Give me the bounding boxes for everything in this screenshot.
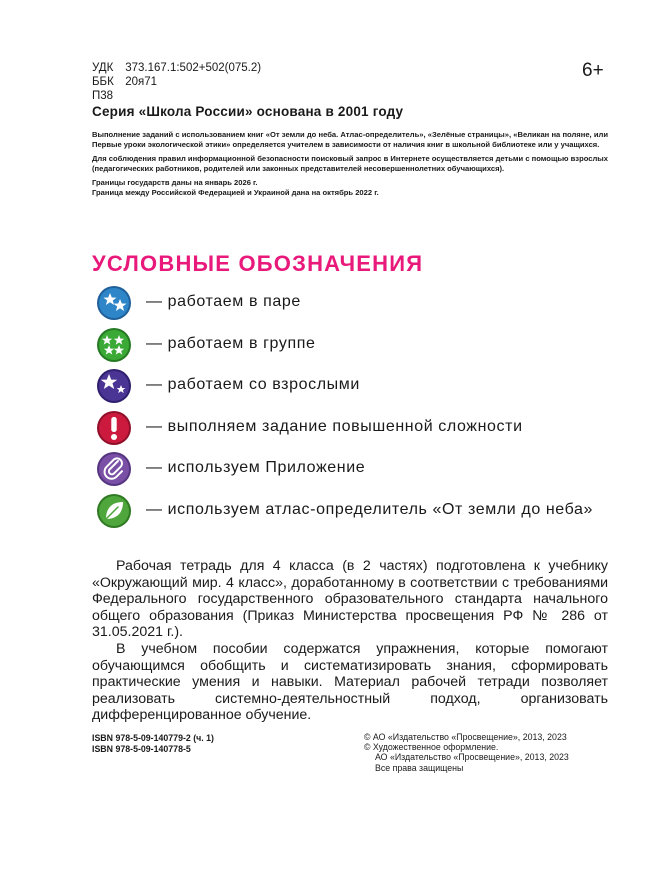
copyright-block xyxy=(364,732,569,773)
series-heading: Серия «Школа России» основана в 2001 году xyxy=(92,104,404,119)
isbn-block xyxy=(92,733,214,754)
copyright-line-1: © АО «Издательство «Просвещение», 2013, 2023 xyxy=(364,732,567,742)
isbn-part-1: ISBN 978-5-09-140779-2 (ч. 1) xyxy=(92,733,214,743)
paperclip-icon xyxy=(96,451,132,487)
age-rating: 6+ xyxy=(582,60,604,81)
legend-item-pair xyxy=(96,285,626,327)
legend-item-hard xyxy=(96,410,626,452)
udk-key: УДК xyxy=(92,62,114,74)
rights-reserved: Все права защищены xyxy=(375,762,464,773)
bbk-value: 20я71 xyxy=(125,76,158,88)
bbk-key: ББК xyxy=(92,76,114,88)
legend-item-adults xyxy=(96,368,626,410)
legend-text-atlas: — используем атлас-определитель «От земли до неба» xyxy=(146,500,594,518)
note-books: Выполнение заданий с использованием книг «От земли до неба. Атлас-определитель», «Зелёные страницы», «Великан на поляне, или Первые уроки экологической этики» определяется учителем в зависимости от наличия книг в школьной библиотеке или у учащихся. xyxy=(92,130,608,150)
author-code-line xyxy=(92,89,261,103)
note-internet-safety: Для соблюдения правил информационной безопасности поисковый запрос в Интернете осуществляется детьми с помощью взрослых (педагогических работников, родителей или законных представителей несовершеннолетних обучающихся). xyxy=(92,153,608,174)
leaf-icon xyxy=(96,493,132,529)
legend-text-adults: — работаем со взрослыми xyxy=(146,376,360,393)
legend-text-appendix: — используем Приложение xyxy=(146,459,366,476)
exclamation-icon xyxy=(96,410,132,446)
publisher-notes xyxy=(92,130,608,198)
legend-list xyxy=(96,285,626,534)
author-code: П38 xyxy=(92,90,114,102)
legend-item-atlas xyxy=(96,493,626,535)
bbk-line xyxy=(92,75,261,89)
legend-text-group: — работаем в группе xyxy=(146,334,316,352)
catalog-codes xyxy=(92,61,261,103)
adults-stars-icon xyxy=(96,368,132,404)
isbn-set: ISBN 978-5-09-140778-5 xyxy=(92,743,191,754)
description-paragraph-2: В учебном пособии содержатся упражнения, которые помогают обучающимся обобщить и систематизировать знания, сформировать практические умения и навыки. Материал рабочей тетради позволяет реализовать системно-деятельностный подход, организовать дифференцированное обучение. xyxy=(92,640,608,724)
udk-value: 373.167.1:502+502(075.2) xyxy=(125,62,262,74)
pair-stars-icon xyxy=(96,285,132,321)
udk-line xyxy=(92,61,261,75)
legend-title: УСЛОВНЫЕ ОБОЗНАЧЕНИЯ xyxy=(92,251,424,276)
legend-text-pair: — работаем в паре xyxy=(146,293,301,310)
description-paragraph-1: Рабочая тетрадь для 4 класса (в 2 частях) подготовлена к учебнику «Окружающий мир. 4 класс», доработанному в соответствии с требованиями Федерального государственного образовательного стандарта начального общего образования (Приказ Министерства просвещения РФ № 286 от 31.05.2021 г.). xyxy=(92,558,608,641)
note-ukraine-border: Граница между Российской Федерацией и Украиной дана на октябрь 2022 г. xyxy=(92,188,379,198)
legend-item-appendix xyxy=(96,451,626,493)
copyright-line-2: © Художественное оформление. xyxy=(364,742,499,753)
workbook-description xyxy=(92,558,608,724)
note-borders-date: Границы государств даны на январь 2026 г. xyxy=(92,177,258,187)
copyright-line-3: АО «Издательство «Просвещение», 2013, 2023 xyxy=(375,752,569,763)
group-stars-icon xyxy=(96,327,132,363)
legend-item-group xyxy=(96,327,626,369)
legend-text-hard: — выполняем задание повышенной сложности xyxy=(146,417,523,435)
